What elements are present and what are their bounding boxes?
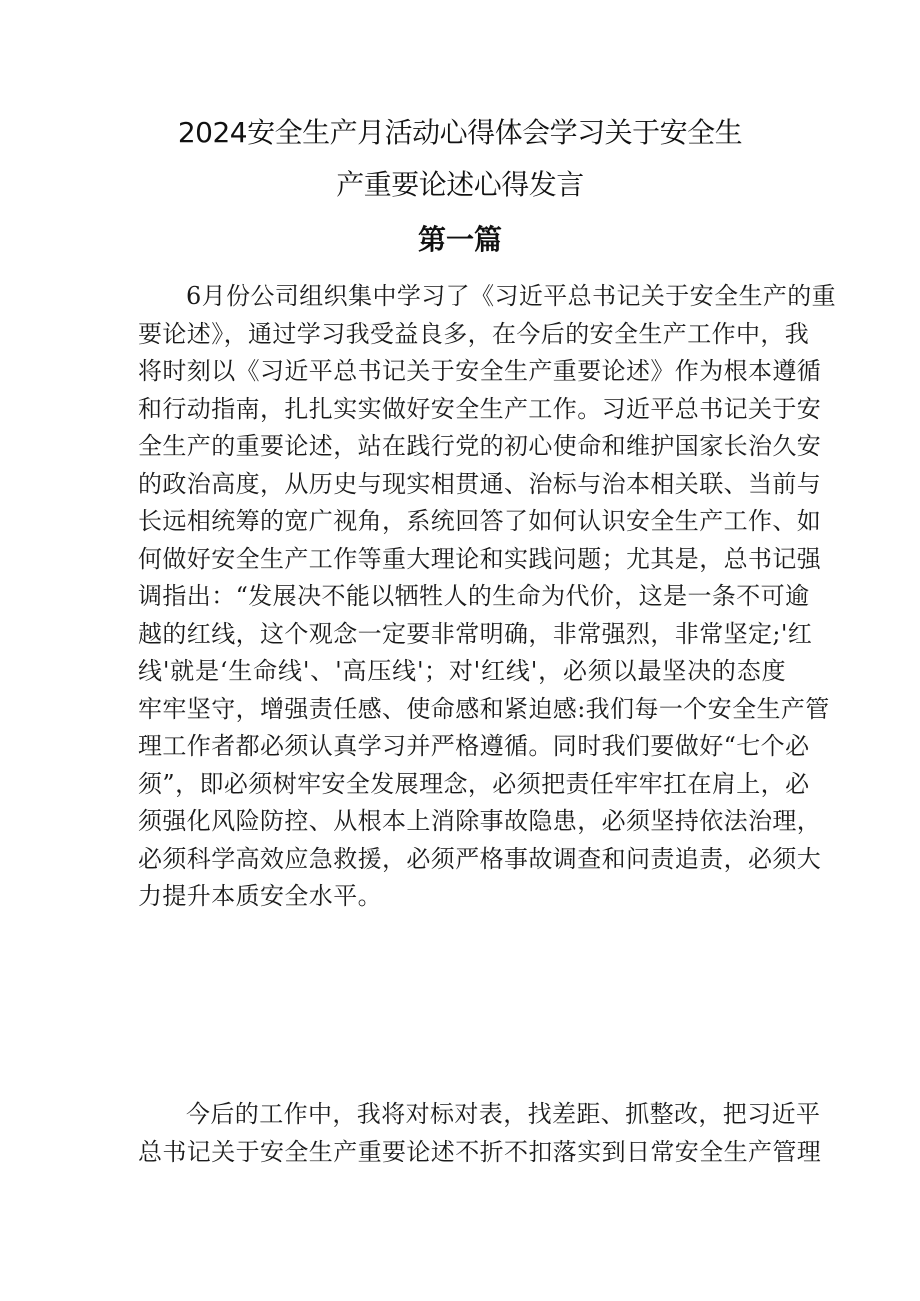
document-title-line-2: 产重要论述心得发言 [336,168,584,201]
paragraph-line: 的政治高度，从历史与现实相贯通、治标与治本相关联、当前与 [138,469,822,498]
section-heading: 第一篇 [417,223,502,256]
paragraph-line: 理工作者都必须认真学习并严格遵循。同时我们要做好“七个必 [138,732,810,760]
paragraph-line: 必须科学高效应急救援，必须严格事故调查和问责追责，必须大 [138,844,822,873]
paragraph-line: 长远相统筹的宽广视角，系统回答了如何认识安全生产工作、如 [138,507,822,535]
paragraph-line: 将时刻以《习近平总书记关于安全生产重要论述》作为根本遵循 [138,357,822,385]
paragraph-line: 总书记关于安全生产重要论述不折不扣落实到日常安全生产管理 [138,1137,822,1166]
body-paragraph-2 [138,1096,822,1171]
paragraph-line: 须强化风险防控、从根本上消除事故隐患，必须坚持依法治理， [138,807,822,835]
paragraph-line: 全生产的重要论述，站在践行党的初心使命和维护国家长治久安 [138,432,822,460]
paragraph-line: 须”，即必须树牢安全发展理念，必须把责任牢牢扛在肩上，必 [138,769,810,798]
body-paragraph-1 [138,278,837,916]
paragraph-line: 和行动指南，扎扎实实做好安全生产工作。习近平总书记关于安 [138,394,822,423]
paragraph-line: 今后的工作中，我将对标对表，找差距、抓整改，把习近平 [186,1100,821,1128]
paragraph-line: 牢牢坚守，增强责任感、使命感和紧迫感:我们每一个安全生产管 [138,694,830,723]
paragraph-line: 要论述》，通过学习我受益良多，在今后的安全生产工作中，我 [138,319,810,348]
paragraph-line: 力提升本质安全水平。 [138,882,382,910]
paragraph-line: 何做好安全生产工作等重大理论和实践问题；尤其是，总书记强 [138,544,822,573]
document-title-line-1: 2024安全生产月活动心得体会学习关于安全生 [177,116,743,149]
paragraph-line: 6月份公司组织集中学习了《习近平总书记关于安全生产的重 [186,282,837,310]
paragraph-line: 线'就是‘生命线'、'高压线'；对'红线'，必须以最坚决的态度 [138,657,786,685]
paragraph-line: 越的红线，这个观念一定要非常明确，非常强烈，非常坚定;'红 [138,619,813,648]
paragraph-line: 调指出：“发展决不能以牺牲人的生命为代价，这是一条不可逾 [138,582,810,610]
